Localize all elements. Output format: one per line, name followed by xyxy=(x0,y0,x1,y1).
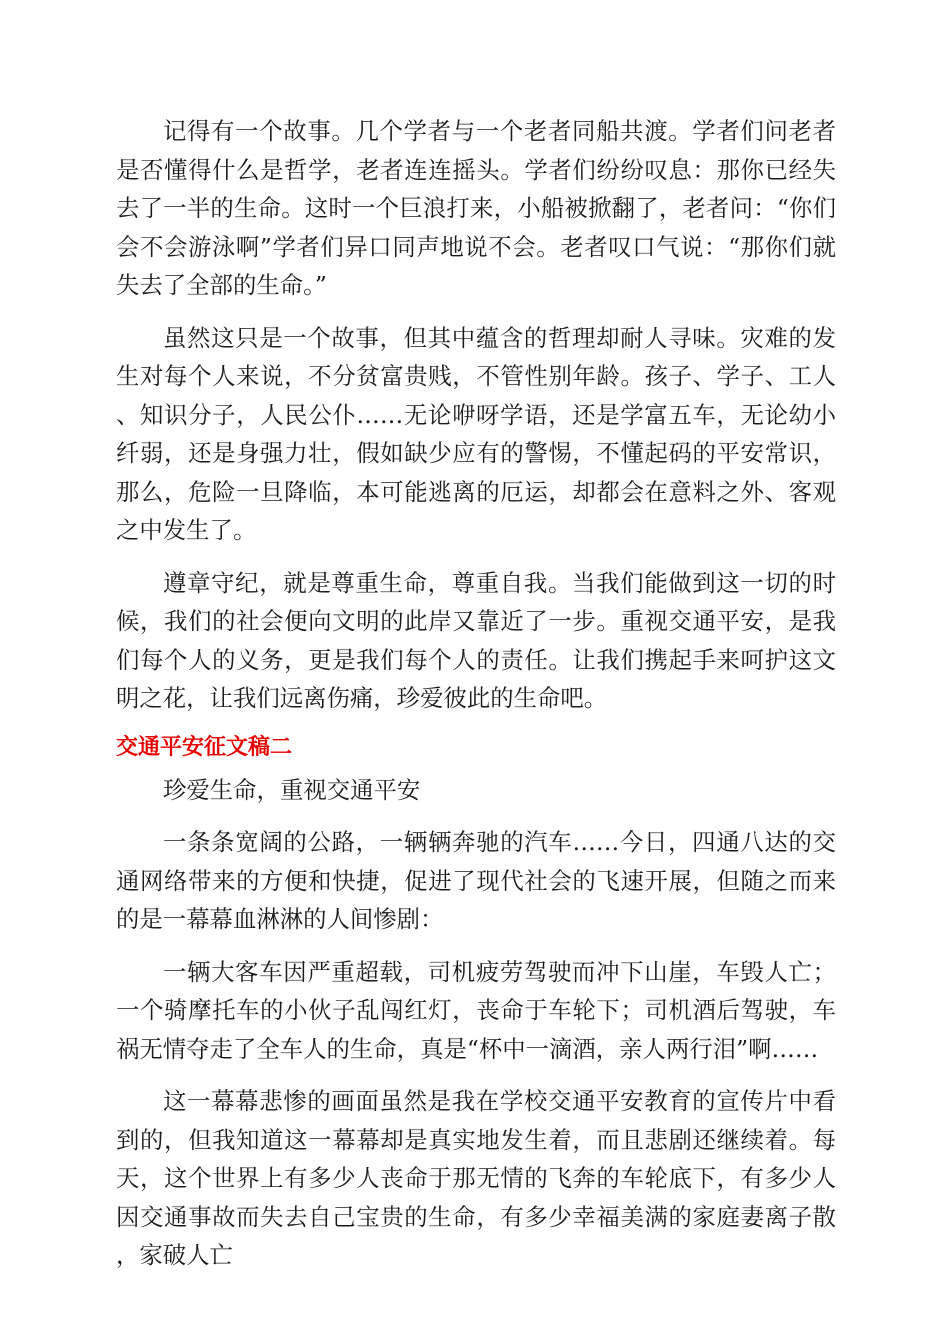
paragraph-roads: 一条条宽阔的公路，一辆辆奔驰的汽车……今日，四通八达的交通网络带来的方便和快捷，促进了现代社会的飞速开展，但随之而来的是一幕幕血淋淋的人间惨剧： xyxy=(116,828,836,933)
paragraph-philosophy: 虽然这只是一个故事，但其中蕴含的哲理却耐人寻味。灾难的发生对每个人来说，不分贫富贵贱，不管性别年龄。孩子、学子、工人、知识分子，人民公仆……无论咿呀学语，还是学富五车，无论幼小纤弱，还是身强力壮，假如缺少应有的警惕，不懂起码的平安常识，那么，危险一旦降临，本可能逃离的厄运，却都会在意料之外、客观之中发生了。 xyxy=(116,323,836,544)
paragraph-story: 记得有一个故事。几个学者与一个老者同船共渡。学者们问老者是否懂得什么是哲学，老者连连摇头。学者们纷纷叹息：那你已经失去了一半的生命。这时一个巨浪打来，小船被掀翻了，老者问：“你们会不会游泳啊”学者们异口同声地说不会。老者叹口气说：“那你们就失去了全部的生命。” xyxy=(116,117,836,299)
section-heading: 交通平安征文稿二 xyxy=(116,734,293,760)
paragraph-tragedy: 这一幕幕悲惨的画面虽然是我在学校交通平安教育的宣传片中看到的，但我知道这一幕幕却是真实地发生着，而且悲剧还继续着。每天，这个世界上有多少人丧命于那无情的飞奔的车轮底下，有多少人因交通事故而失去自己宝贵的生命，有多少幸福美满的家庭妻离子散，家破人亡 xyxy=(116,1087,836,1269)
paragraph-accidents: 一辆大客车因严重超载，司机疲劳驾驶而冲下山崖，车毁人亡；一个骑摩托车的小伙子乱闯红灯，丧命于车轮下；司机酒后驾驶，车祸无情夺走了全车人的生命，真是“杯中一滴酒，亲人两行泪”啊…… xyxy=(116,957,836,1063)
essay-subtitle: 珍爱生命，重视交通平安 xyxy=(163,775,421,804)
document-page xyxy=(116,112,836,1275)
paragraph-rules: 遵章守纪，就是尊重生命，尊重自我。当我们能做到这一切的时候，我们的社会便向文明的此岸又靠近了一步。重视交通平安，是我们每个人的义务，更是我们每个人的责任。让我们携起手来呵护这文明之花，让我们远离伤痛，珍爱彼此的生命吧。 xyxy=(116,568,836,712)
